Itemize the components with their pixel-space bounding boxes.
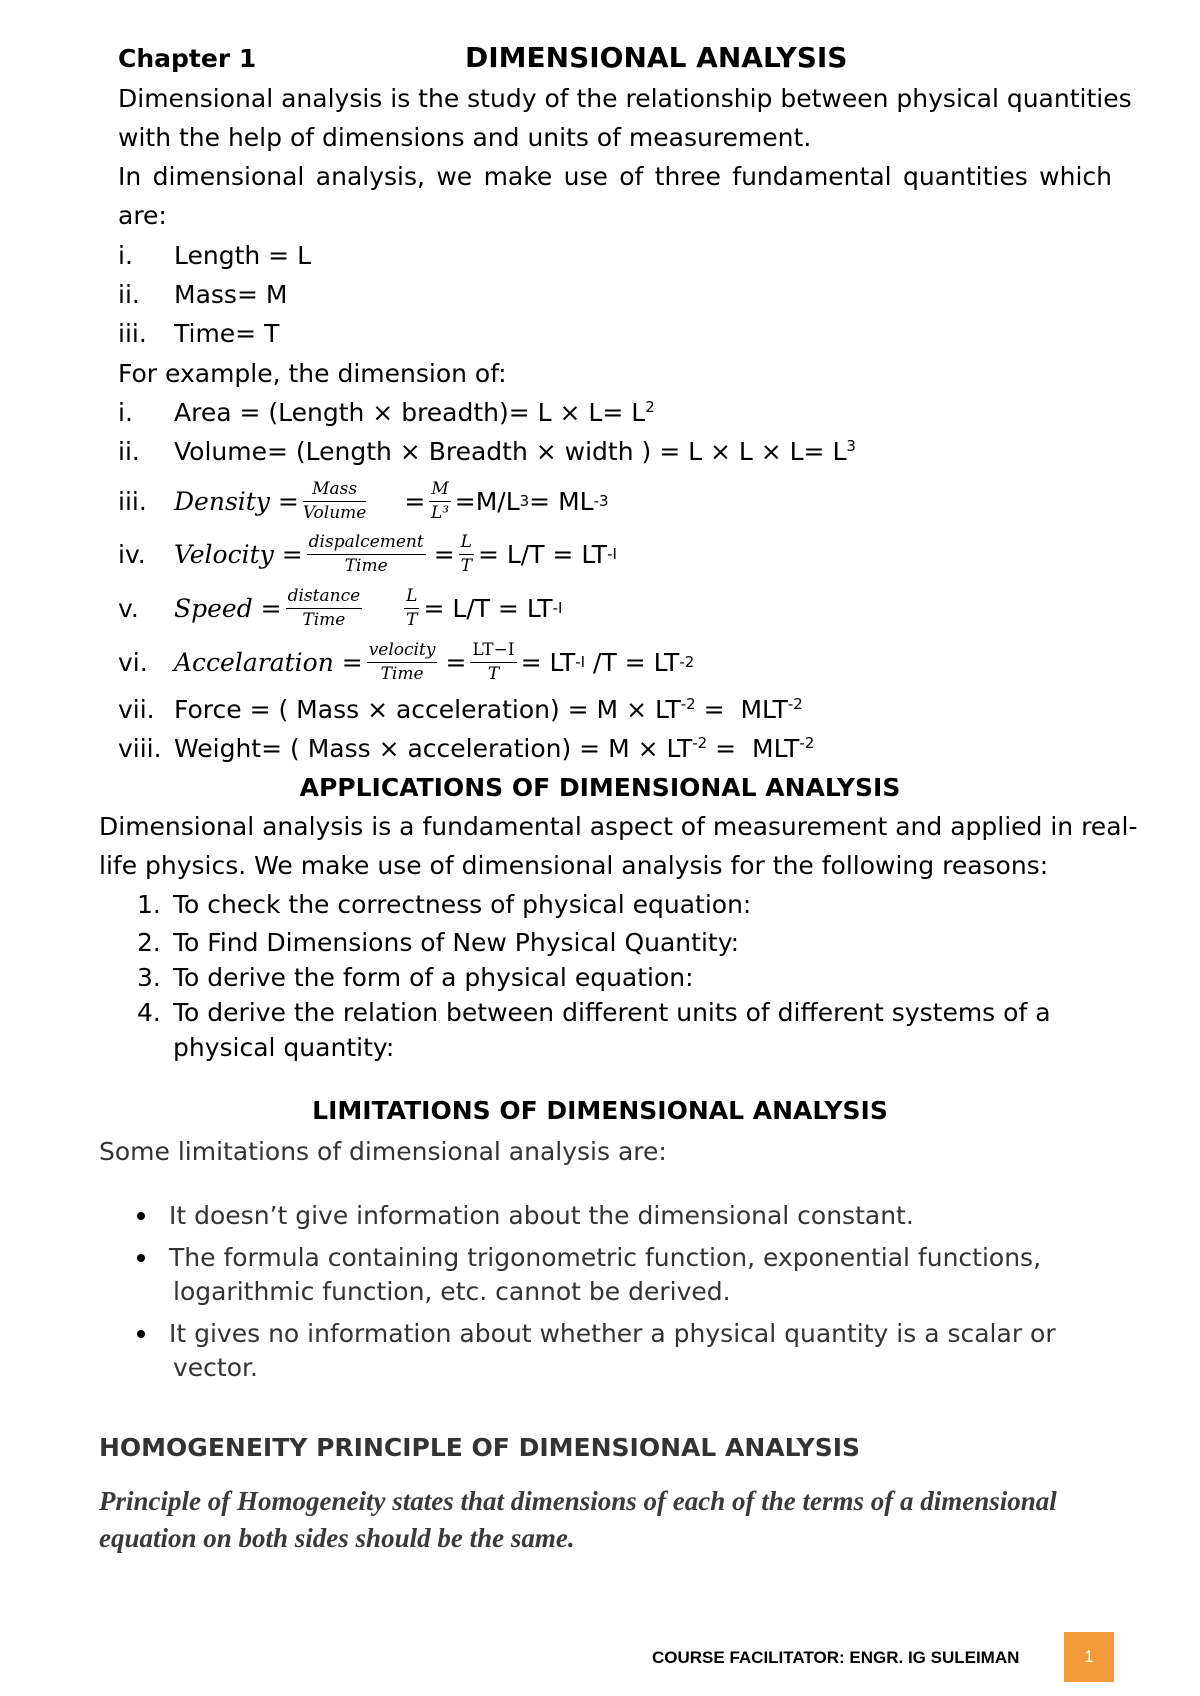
homogeneity-heading: HOMOGENEITY PRINCIPLE OF DIMENSIONAL ANALYSIS [99,1433,861,1462]
list-number: 4. [137,998,161,1027]
list-item [137,892,751,917]
fraction-numerator: distance [286,588,363,609]
list-item-continuation: physical quantity: [173,1033,395,1062]
bullet-item [137,1245,1041,1270]
fundamental-text: Time= T [174,319,280,348]
formula-label: Speed = [174,593,282,623]
superscript: -2 [799,734,815,752]
fraction-numerator: M [429,481,450,502]
example-text: = MLT [707,734,800,763]
list-item-text: To Find Dimensions of New Physical Quantity: [173,928,740,957]
bullet-continuation: logarithmic function, etc. cannot be derived. [173,1277,731,1306]
fraction-numerator: velocity [367,642,438,663]
fraction-denominator: T [460,555,472,576]
limitations-heading: LIMITATIONS OF DIMENSIONAL ANALYSIS [312,1096,888,1125]
homogeneity-statement [99,1483,1119,1557]
list-number: 2. [137,928,161,957]
example-text: Area = (Length × breadth)= L × L= L [174,398,646,427]
bullet-text: It gives no information about whether a physical quantity is a scalar or [169,1319,1056,1348]
example-text: Force = ( Mass × acceleration) = M × LT [174,695,681,724]
list-number: v. [118,593,139,623]
list-number: iii. [118,319,147,348]
fraction-denominator: T [487,663,500,684]
formula-result: = L/T = LT [477,539,608,569]
fraction-numerator: Mass [303,481,367,502]
fraction [286,585,363,630]
list-number: 3. [137,963,161,992]
equals-sign: = [433,539,455,569]
chapter-label: Chapter 1 [118,44,257,73]
superscript: -2 [680,695,696,713]
fraction-denominator: Volume [302,502,367,523]
list-number: iv. [118,539,146,569]
fraction-numerator: L [404,588,419,609]
list-number: iii. [118,486,147,516]
fraction [307,531,426,576]
example-volume [118,439,856,464]
formula-result: =M/L [454,486,520,516]
superscript: -2 [787,695,803,713]
bullet-icon [137,1212,145,1220]
fraction-numerator: dispalcement [307,534,426,555]
bullet-item [137,1203,914,1228]
bullet-continuation: vector. [173,1353,258,1382]
example-text: = MLT [695,695,788,724]
bullet-text: It doesn’t give information about the dimensional constant. [169,1201,914,1230]
formula-result: = L/T = LT [423,593,553,623]
fundamental-item [118,243,311,268]
formula-result: = LT [520,647,576,677]
applications-line-2: life physics. We make use of dimensional analysis for the following reasons: [99,851,1049,880]
example-text: Weight= ( Mass × acceleration) = M × LT [174,734,693,763]
equals-sign: = [404,486,426,516]
example-velocity: iv. Velocity = $\frac{\text{dispalcement}}{\text{Time}}$ = $\frac{L}{T}$ = L/T = LT -I [118,531,617,576]
intro-line-3: In dimensional analysis, we make use of three fundamental quantities which [118,162,1112,191]
applications-line-1: Dimensional analysis is a fundamental aspect of measurement and applied in real- [99,812,1138,841]
formula-result: = ML [529,486,594,516]
formula-result: /T = LT [585,647,680,677]
homogeneity-line-1: Principle of Homogeneity states that dimensions of each of the terms of a dimensional [99,1486,1057,1516]
fundamental-item [118,282,287,307]
page-number: 1 [1064,1632,1114,1682]
bullet-item [137,1321,1056,1346]
fundamental-text: Length = L [174,241,311,270]
list-number: viii. [118,734,162,763]
list-number: vi. [118,647,148,677]
fraction-numerator: L [459,534,474,555]
bullet-icon [137,1254,145,1262]
fraction [302,478,367,523]
example-density: iii. Density = $\frac{\text{Mass}}{\text{Volume}}$ = $\frac{M}{\text{L³}}$ =M/L 3 = ML -3 [118,478,609,523]
list-number: ii. [118,437,140,466]
fraction-denominator: Time [302,609,346,630]
bullet-icon [137,1330,145,1338]
fraction-denominator: L³ [430,502,450,523]
footer-facilitator: COURSE FACILITATOR: ENGR. IG SULEIMAN [652,1648,1020,1667]
list-item-text: To check the correctness of physical equation: [173,890,752,919]
bullet-text: The formula containing trigonometric function, exponential functions, [169,1243,1042,1272]
fraction [459,531,474,576]
intro-line-4: are: [118,201,167,230]
example-intro: For example, the dimension of: [118,359,507,388]
fraction [429,478,450,523]
list-number: i. [118,241,133,270]
fraction-denominator: T [406,609,418,630]
list-number: i. [118,398,133,427]
homogeneity-line-2: equation on both sides should be the same. [99,1523,575,1553]
list-item [137,965,694,990]
formula-label: Density = [174,486,299,516]
fraction [404,585,419,630]
example-acceleration: vi. Accelaration = $\frac{\text{velocity}}{\text{Time}}$ = $\frac{LT-I}{T}$ = LT -I /T = LT -2 [118,639,695,684]
fraction-numerator: LT−I [470,642,516,663]
list-item [137,930,739,955]
fraction [470,639,516,684]
example-text: Volume= (Length × Breadth × width ) = L × L × L= L [174,437,847,466]
equals-sign: = [445,647,467,677]
superscript: -2 [692,734,708,752]
formula-label: Velocity = [174,539,303,569]
example-force [118,697,803,722]
list-number: vii. [118,695,155,724]
page-title: DIMENSIONAL ANALYSIS [465,41,848,74]
list-number: ii. [118,280,140,309]
example-area [118,400,655,425]
example-speed: v. Speed = $\frac{\text{distance}}{\text{Time}}$ $\frac{L}{T}$ = L/T = LT -I [118,585,563,630]
fraction-denominator: Time [344,555,388,576]
list-number: 1. [137,890,161,919]
intro-line-1: Dimensional analysis is the study of the relationship between physical quantities [118,84,1132,113]
list-item-text: To derive the relation between different units of different systems of a [173,998,1051,1027]
formula-label: Accelaration = [174,647,363,677]
applications-heading: APPLICATIONS OF DIMENSIONAL ANALYSIS [299,773,901,802]
fundamental-text: Mass= M [174,280,288,309]
superscript: 2 [645,398,655,416]
fraction-denominator: Time [380,663,424,684]
limitations-intro: Some limitations of dimensional analysis are: [99,1137,667,1166]
list-item-text: To derive the form of a physical equation: [173,963,694,992]
fundamental-item [118,321,279,346]
fraction [367,639,438,684]
superscript: 3 [846,437,856,455]
intro-line-2: with the help of dimensions and units of measurement. [118,123,812,152]
example-weight [118,736,814,761]
list-item [137,1000,1051,1025]
